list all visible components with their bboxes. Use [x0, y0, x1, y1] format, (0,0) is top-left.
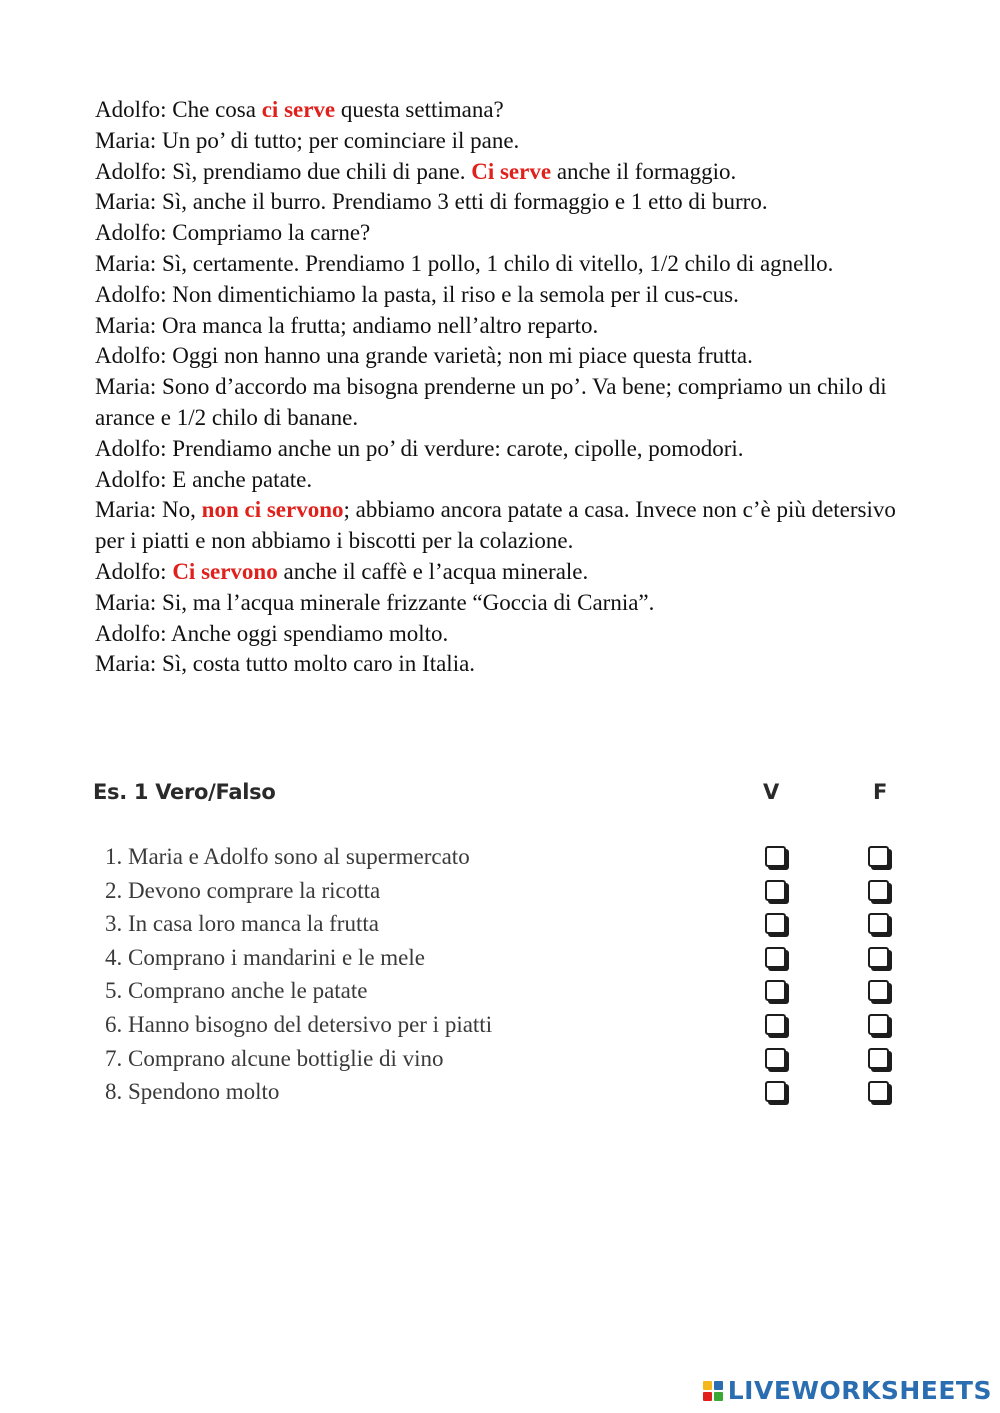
dialogue-line: [95, 557, 915, 588]
dialogue-text-segment: Maria: Si, ma l’acqua minerale frizzante “Goccia di Carnia”.: [95, 589, 655, 615]
dialogue-line: [95, 157, 915, 188]
highlighted-phrase: Ci serve: [471, 158, 552, 184]
dialogue-text-segment: Maria: Un po’ di tutto; per cominciare il pane.: [95, 127, 520, 153]
checkbox-falso[interactable]: [868, 846, 889, 867]
exercise-items: [93, 844, 923, 1113]
dialogue-line: [95, 187, 915, 218]
dialogue-text-segment: Maria: Ora manca la frutta; andiamo nell’altro reparto.: [95, 312, 599, 338]
checkbox-vero[interactable]: [765, 947, 786, 968]
dialogue-line: [95, 311, 915, 342]
checkbox-vero[interactable]: [765, 913, 786, 934]
dialogue-line: [95, 95, 915, 126]
dialogue-text-segment: Maria: Sì, anche il burro. Prendiamo 3 etti di formaggio e 1 etto di burro.: [95, 189, 768, 215]
exercise-item: [93, 1079, 923, 1113]
highlighted-phrase: Ci servono: [172, 558, 278, 584]
checkbox-vero[interactable]: [765, 846, 786, 867]
logo-square: [703, 1392, 712, 1401]
dialogue-line: [95, 465, 915, 496]
dialogue-line: [95, 588, 915, 619]
dialogue-text-segment: Maria: Sono d’accordo ma bisogna prenderne un po’. Va bene; compriamo un chilo di arance e 1/2 chilo di banane.: [95, 374, 887, 430]
logo-square: [714, 1392, 723, 1401]
dialogue-text-segment: Adolfo: Anche oggi spendiamo molto.: [95, 620, 449, 646]
checkbox-vero[interactable]: [765, 880, 786, 901]
dialogue-text-segment: Maria: Sì, costa tutto molto caro in Italia.: [95, 651, 476, 677]
dialogue-line: [95, 372, 915, 434]
exercise-item-text: 2. Devono comprare la ricotta: [105, 877, 381, 903]
dialogue-line: [95, 434, 915, 465]
checkbox-vero[interactable]: [765, 1048, 786, 1069]
dialogue-text-segment: anche il formaggio.: [551, 158, 737, 184]
dialogue-text-segment: Maria: Sì, certamente. Prendiamo 1 pollo, 1 chilo di vitello, 1/2 chilo di agnello.: [95, 250, 834, 276]
exercise-item-text: 4. Comprano i mandarini e le mele: [105, 944, 425, 970]
dialogue-line: [95, 649, 915, 680]
dialogue-text-segment: anche il caffè e l’acqua minerale.: [277, 558, 589, 584]
checkbox-falso[interactable]: [868, 947, 889, 968]
logo-square: [703, 1381, 712, 1390]
checkbox-vero[interactable]: [765, 1081, 786, 1102]
column-header-vero: V: [763, 780, 780, 804]
exercise-item: [93, 911, 923, 945]
dialogue-text-segment: Adolfo: Non dimentichiamo la pasta, il riso e la semola per il cus-cus.: [95, 281, 739, 307]
dialogue-text-segment: Adolfo: Oggi non hanno una grande varietà; non mi piace questa frutta.: [95, 343, 753, 369]
dialogue-line: [95, 249, 915, 280]
liveworksheets-logo: [703, 1376, 992, 1405]
liveworksheets-logo-icon: [703, 1381, 723, 1401]
exercise-title: Es. 1 Vero/Falso: [93, 780, 276, 804]
dialogue-line: [95, 280, 915, 311]
exercise-item-text: 1. Maria e Adolfo sono al supermercato: [105, 844, 470, 869]
dialogue-text-segment: questa settimana?: [335, 97, 504, 122]
checkbox-falso[interactable]: [868, 1048, 889, 1069]
dialogue-line: [95, 341, 915, 372]
checkbox-vero[interactable]: [765, 980, 786, 1001]
checkbox-vero[interactable]: [765, 1014, 786, 1035]
exercise-item: [93, 945, 923, 979]
exercise-item: [93, 844, 923, 878]
dialogue-line: [95, 218, 915, 249]
exercise-item: [93, 878, 923, 912]
checkbox-falso[interactable]: [868, 980, 889, 1001]
dialogue-text-segment: Adolfo:: [95, 558, 173, 584]
exercise-item: [93, 1046, 923, 1080]
brand-name: LIVEWORKSHEETS: [727, 1376, 992, 1405]
column-header-falso: F: [873, 780, 888, 804]
exercise-item: [93, 1012, 923, 1046]
exercise-item-text: 3. In casa loro manca la frutta: [105, 911, 379, 937]
exercise-item-text: 5. Comprano anche le patate: [105, 978, 368, 1004]
exercise-item-text: 6. Hanno bisogno del detersivo per i piatti: [105, 1011, 493, 1037]
dialogue-text-segment: Maria: No,: [95, 497, 202, 523]
exercise-item-text: 8. Spendono molto: [105, 1079, 280, 1105]
dialogue-text-segment: Adolfo: E anche patate.: [95, 466, 313, 492]
dialogue-line: [95, 126, 915, 157]
dialogue-text-segment: Adolfo: Compriamo la carne?: [95, 220, 371, 246]
checkbox-falso[interactable]: [868, 1081, 889, 1102]
checkbox-falso[interactable]: [868, 880, 889, 901]
checkbox-falso[interactable]: [868, 1014, 889, 1035]
dialogue-text: [95, 95, 915, 680]
highlighted-phrase: ci serve: [261, 97, 336, 122]
logo-square: [714, 1381, 723, 1390]
highlighted-phrase: non ci servono: [201, 497, 344, 523]
dialogue-text-segment: Adolfo: Prendiamo anche un po’ di verdure: carote, cipolle, pomodori.: [95, 435, 744, 461]
dialogue-text-segment: Adolfo: Sì, prendiamo due chili di pane.: [95, 158, 472, 184]
dialogue-line: [95, 619, 915, 650]
exercise-item-text: 7. Comprano alcune bottiglie di vino: [105, 1045, 444, 1071]
dialogue-text-segment: Adolfo: Che cosa: [95, 97, 262, 122]
dialogue-text-segment: ; abbiamo ancora patate a casa. Invece non c’è più detersivo per i piatti e non abbiamo i biscotti per la colazione.: [95, 497, 896, 554]
checkbox-falso[interactable]: [868, 913, 889, 934]
dialogue-line: [95, 495, 915, 557]
exercise-item: [93, 978, 923, 1012]
